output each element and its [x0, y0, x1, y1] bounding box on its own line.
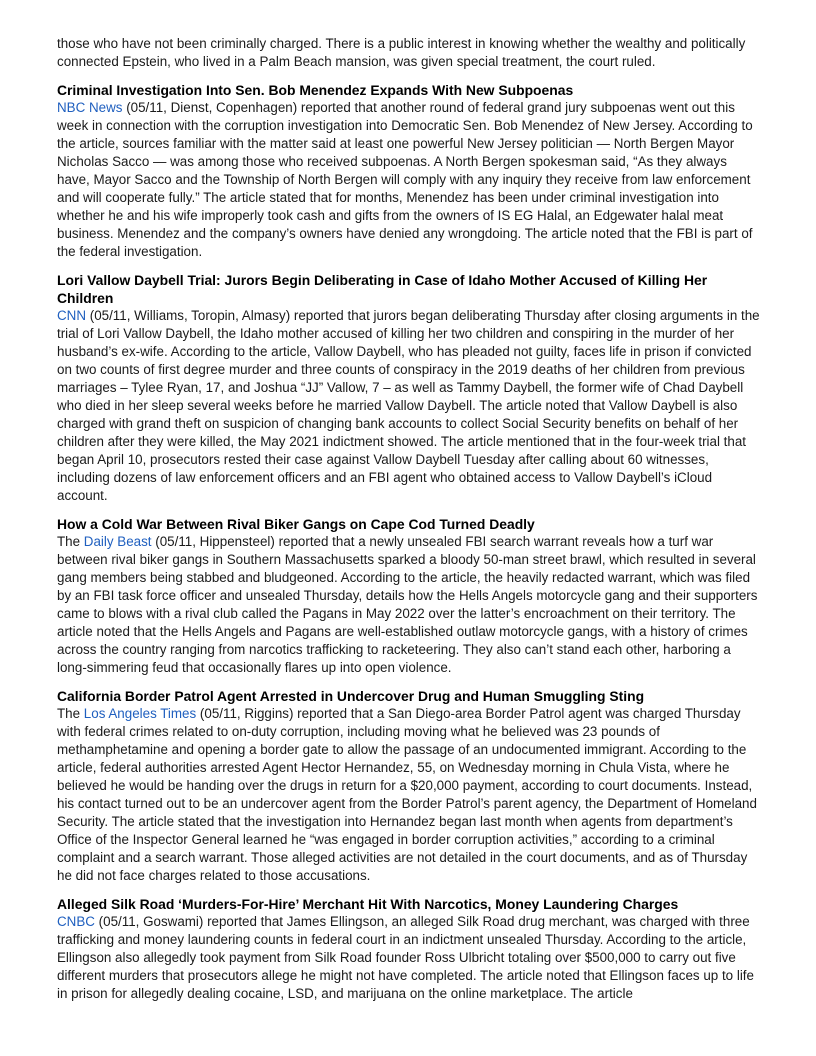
article-text: (05/11, Hippensteel) reported that a newly unsealed FBI search warrant reveals how a turf war between rival biker gangs in Southern Massachusetts sparked a bloody 50-man street brawl, which resulted in several gang members being stabbed and bludgeoned. According to the article, the heavily redacted warrant, which was filed by an FBI task force officer and unsealed Thursday, details how the Hells Angels motorcycle gang and their supporters came to blows with a rival club called the Pagans in May 2022 over the latter’s encroachment on their territory. The article noted that the Hells Angels and Pagans are well-established outlaw motorcycle gangs, with a history of crimes across the country ranging from narcotics trafficking to racketeering. They also can’t stand each other, harboring a long-simmering feud that occasionally flares up into open violence. — [57, 534, 758, 675]
article-menendez — [57, 81, 760, 261]
source-link[interactable]: Los Angeles Times — [83, 706, 197, 721]
article-headline: Alleged Silk Road ‘Murders-For-Hire’ Merchant Hit With Narcotics, Money Laundering Charges — [57, 896, 679, 912]
article-text: (05/11, Dienst, Copenhagen) reported that another round of federal grand jury subpoenas went out this week in connection with the corruption investigation into Democratic Sen. Bob Menendez of New Jersey. According to the article, sources familiar with the matter said at least one powerful New Jersey politician — North Bergen Mayor Nicholas Sacco — was among those who received subpoenas. A North Bergen spokesman said, “As they always have, Mayor Sacco and the Township of North Bergen will comply with any inquiry they receive from law enforcement and will cooperate fully.” The article stated that for months, Menendez has been under criminal investigation into whether he and his wife improperly took cash and gifts from the owners of IS EG Halal, an Edgewater halal meat business. Menendez and the company’s owners have denied any wrongdoing. The article noted that the FBI is part of the federal investigation. — [57, 100, 753, 259]
article-vallow-daybell — [57, 271, 760, 505]
article-headline: Criminal Investigation Into Sen. Bob Menendez Expands With New Subpoenas — [57, 82, 574, 98]
article-border-patrol — [57, 687, 760, 885]
source-link[interactable]: NBC News — [57, 100, 123, 115]
article-body — [57, 705, 760, 885]
source-link[interactable]: CNBC — [57, 914, 95, 929]
article-prefix: The — [57, 706, 84, 721]
article-text: (05/11, Riggins) reported that a San Diego-area Border Patrol agent was charged Thursday with federal crimes related to on-duty corruption, including moving what he believed was 23 pounds of methamphetamine and opening a border gate to allow the passage of an undocumented immigrant. According to the article, federal authorities arrested Agent Hector Hernandez, 55, on Wednesday morning in Chula Vista, where he believed he would be handing over the drugs in return for a $20,000 payment, according to court documents. Instead, his contact turned out to be an undercover agent from the Border Patrol’s parent agency, the Department of Homeland Security. The article stated that the investigation into Hernandez began last month when agents from department’s Office of the Inspector General learned he “was engaged in border corruption activities,” according to a criminal complaint and a search warrant. Those alleged activities are not detailed in the court documents, and as of Thursday he did not face charges related to those accusations. — [57, 706, 757, 883]
article-silk-road — [57, 895, 760, 1003]
article-prefix: The — [57, 534, 84, 549]
article-headline: California Border Patrol Agent Arrested in Undercover Drug and Human Smuggling Sting — [57, 688, 645, 704]
article-body — [57, 913, 760, 1003]
source-link[interactable]: Daily Beast — [83, 534, 152, 549]
article-body — [57, 99, 760, 261]
article-body — [57, 533, 760, 677]
article-text: (05/11, Goswami) reported that James Ellingson, an alleged Silk Road drug merchant, was charged with three trafficking and money laundering counts in federal court in an indictment unsealed Thursday. According to the article, Ellingson also allegedly took payment from Silk Road founder Ross Ulbricht totaling over $500,000 to carry out five different murders that prosecutors allege he might not have completed. The article noted that Ellingson faces up to life in prison for allegedly dealing cocaine, LSD, and marijuana on the online marketplace. The article — [57, 914, 754, 1001]
source-link[interactable]: CNN — [57, 308, 87, 323]
article-text: (05/11, Williams, Toropin, Almasy) reported that jurors began deliberating Thursday after closing arguments in the trial of Lori Vallow Daybell, the Idaho mother accused of killing her two children and conspiring in the murder of her husband’s ex-wife. According to the article, Vallow Daybell, who has pleaded not guilty, faces life in prison if convicted on two counts of first degree murder and three counts of conspiracy in the 2019 deaths of her children from previous marriages – Tylee Ryan, 17, and Joshua “JJ” Vallow, 7 – as well as Tammy Daybell, the former wife of Chad Daybell who died in her sleep several weeks before he married Vallow Daybell. The article noted that Vallow Daybell is also charged with grand theft on suspicion of changing bank accounts to collect Social Security benefits on behalf of her children after they were killed, the May 2021 indictment showed. The article mentioned that in the four-week trial that began April 10, prosecutors rested their case against Vallow Daybell Tuesday after calling about 60 witnesses, including dozens of law enforcement officers and an FBI agent who obtained access to Vallow Daybell’s iCloud account. — [57, 308, 760, 503]
article-biker-gangs — [57, 515, 760, 677]
article-headline: Lori Vallow Daybell Trial: Jurors Begin Deliberating in Case of Idaho Mother Accused of Killing Her Children — [57, 272, 708, 306]
article-body — [57, 307, 760, 505]
article-headline: How a Cold War Between Rival Biker Gangs on Cape Cod Turned Deadly — [57, 516, 535, 532]
document-page — [57, 35, 760, 1003]
intro-paragraph: those who have not been criminally charged. There is a public interest in knowing whether the wealthy and politically connected Epstein, who lived in a Palm Beach mansion, was given special treatment, the court ruled. — [57, 36, 746, 69]
